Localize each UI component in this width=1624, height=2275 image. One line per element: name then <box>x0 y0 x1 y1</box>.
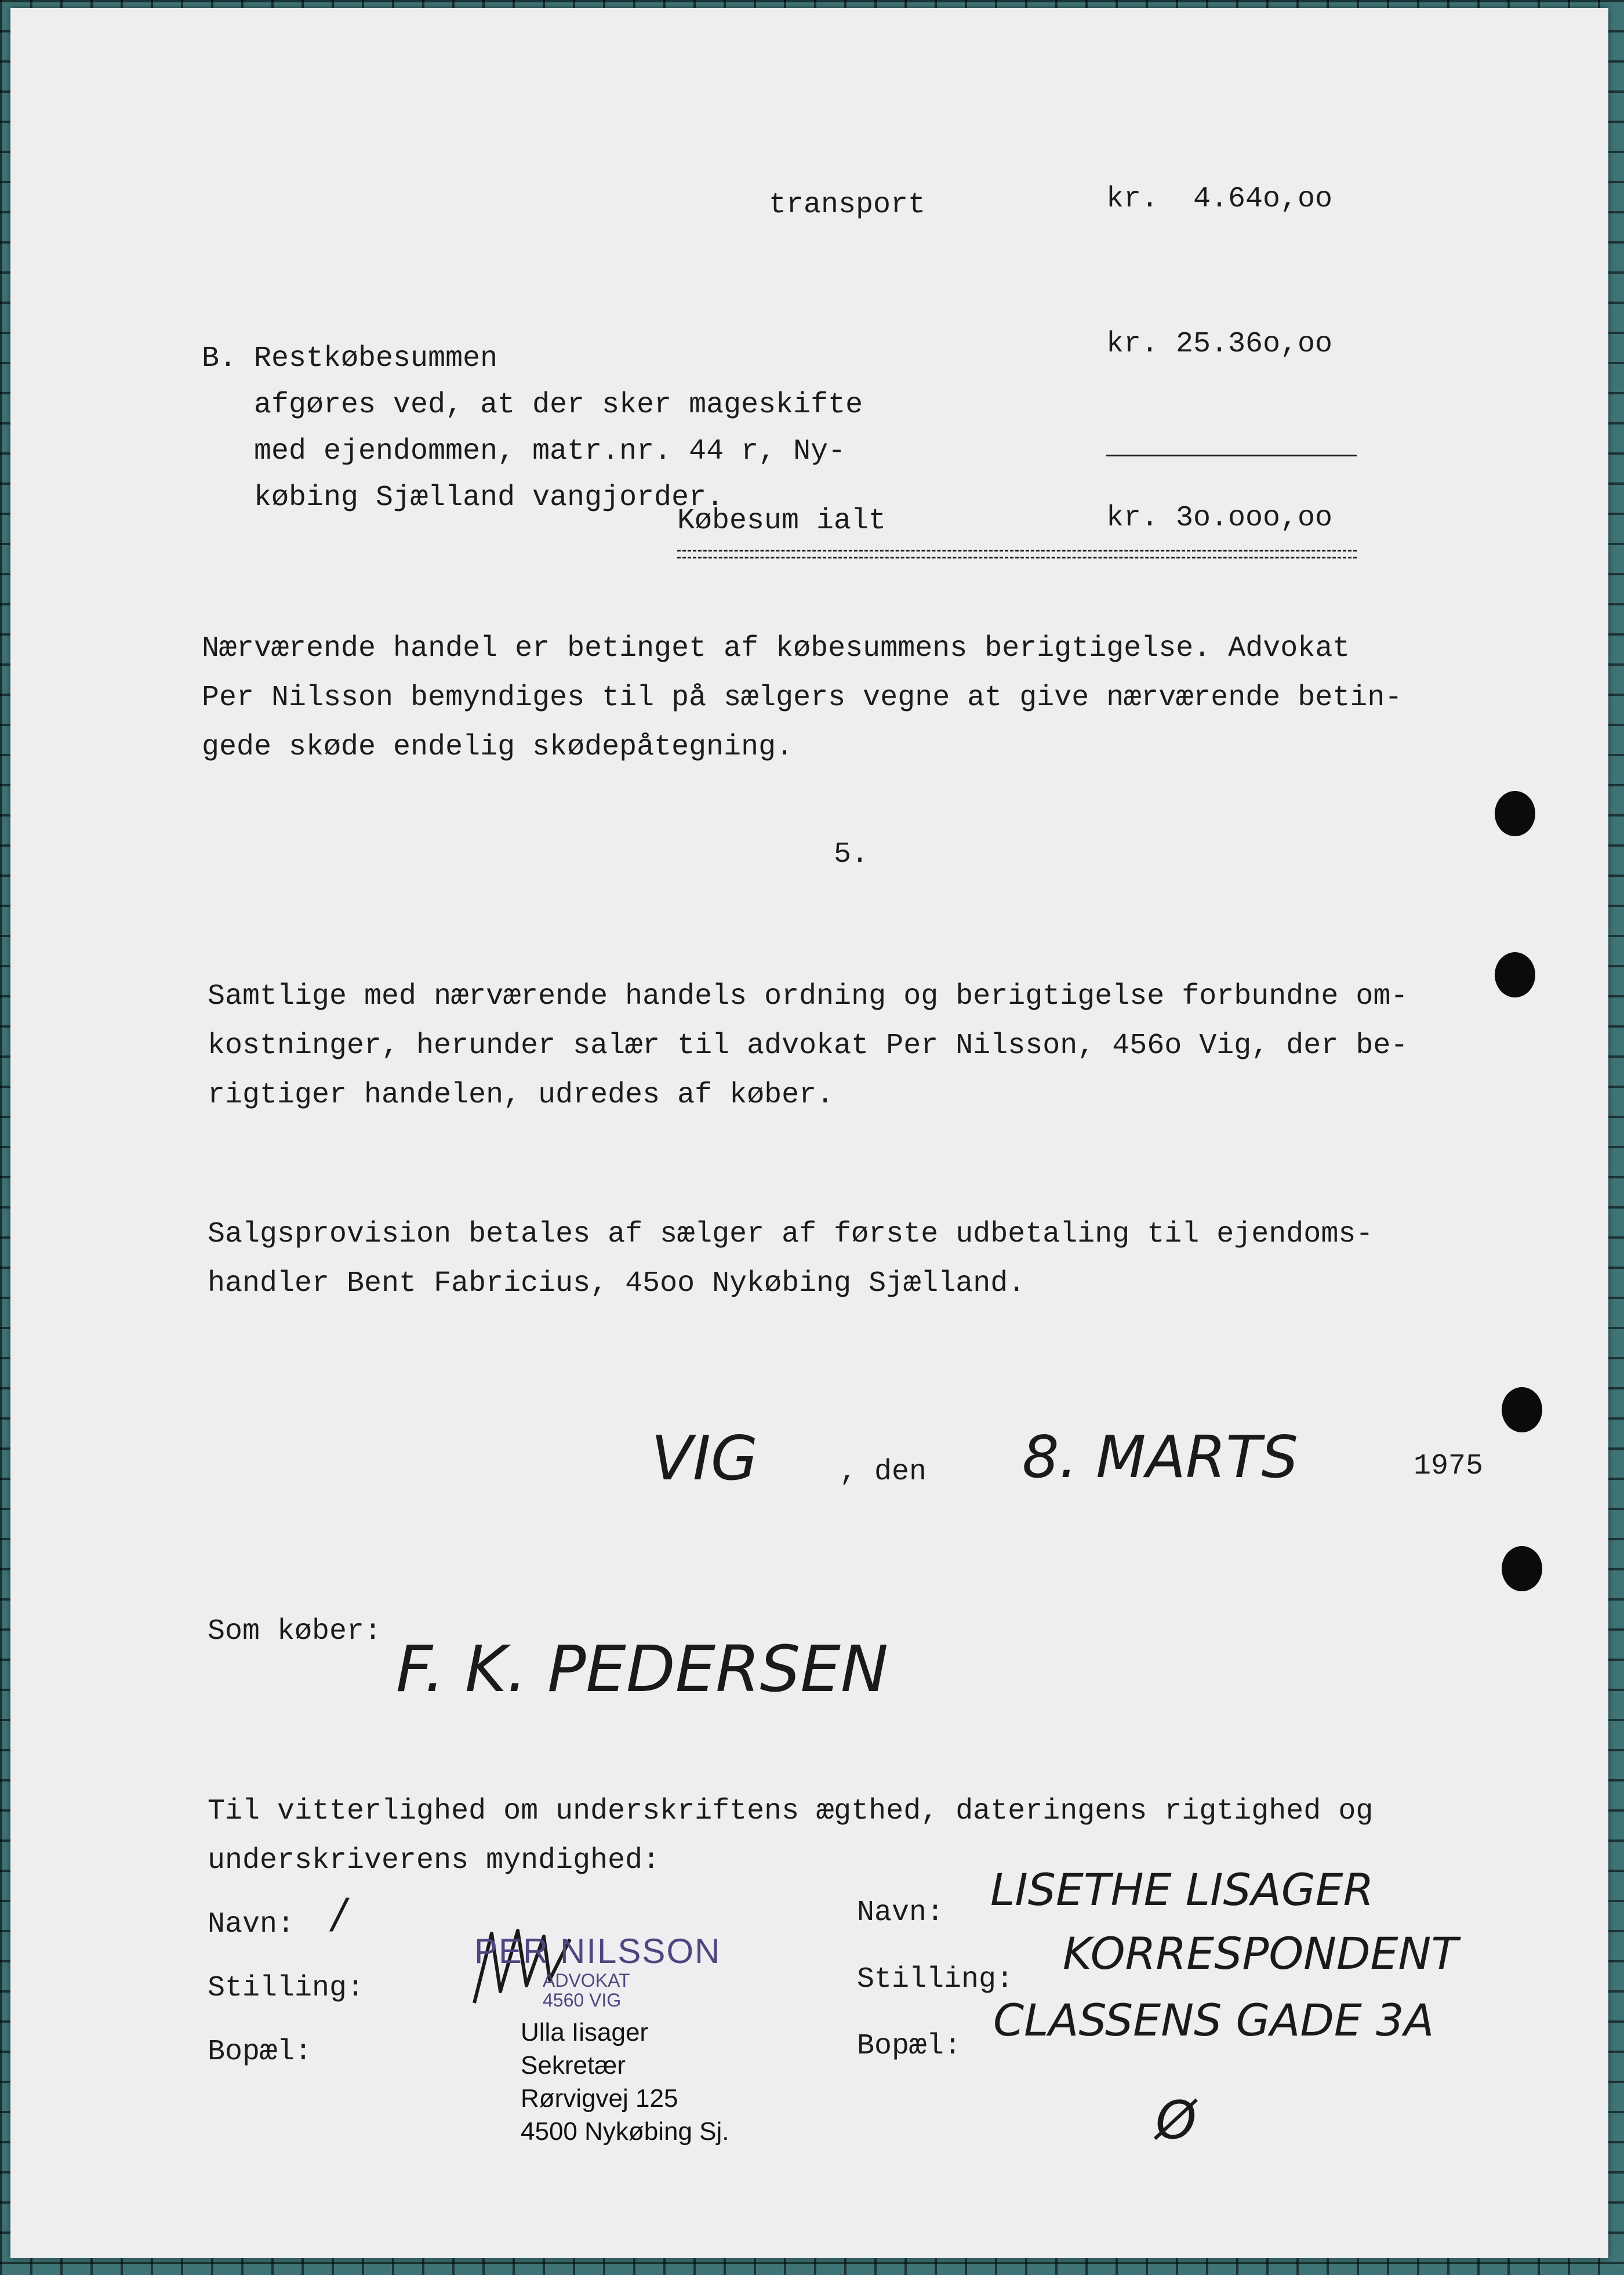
item-b-line-1: B. Restkøbesummen <box>202 342 498 375</box>
advocate-stamp <box>474 1932 747 2010</box>
punch-hole <box>1495 791 1535 836</box>
p2-line-3: rigtiger handelen, udredes af køber. <box>208 1079 834 1112</box>
p2-line-1: Samtlige med nærværende handels ordning og berigtigelse forbundne om- <box>208 980 1408 1013</box>
address-line-4: 4500 Nykøbing Sj. <box>521 2117 729 2146</box>
date-year: 1975 <box>1414 1450 1484 1483</box>
date-place-handwritten: VIG <box>651 1423 758 1494</box>
right-bopael-label: Bopæl: <box>857 2030 962 2063</box>
section-number: 5. <box>834 838 869 871</box>
p2-line-2: kostninger, herunder salær til advokat Per Nilsson, 456o Vig, der be- <box>208 1029 1408 1062</box>
address-line-1: Ulla Iisager <box>521 2018 649 2047</box>
stamp-line-1: ADVOKAT <box>543 1970 630 1991</box>
secretary-address-stamp <box>521 2016 729 2148</box>
item-b-line-4: købing Sjælland vangjorder. <box>202 481 724 514</box>
left-navn-label: Navn: <box>208 1908 295 1941</box>
left-bopael-label: Bopæl: <box>208 2035 313 2069</box>
address-line-3: Rørvigvej 125 <box>521 2084 678 2113</box>
right-bopael-value-2: Ø <box>1156 2090 1197 2151</box>
address-line-2: Sekretær <box>521 2051 626 2080</box>
right-navn-value: LISETHE LISAGER <box>990 1864 1374 1915</box>
item-b-amount: kr. 25.36o,oo <box>1106 328 1333 361</box>
right-navn-label: Navn: <box>857 1896 944 1929</box>
stamp-line-2: 4560 VIG <box>543 1990 622 2011</box>
item-b-line-3: med ejendommen, matr.nr. 44 r, Ny- <box>202 435 846 468</box>
right-bopael-value: CLASSENS GADE 3A <box>993 1994 1434 2046</box>
transport-amount: kr. 4.64o,oo <box>1106 183 1333 216</box>
stamp-name: PER NILSSON <box>474 1932 721 1971</box>
left-navn-value: / <box>332 1890 346 1937</box>
p1-line-1: Nærværende handel er betinget af købesummens berigtigelse. Advokat <box>202 632 1350 665</box>
p3-line-1: Salgsprovision betales af sælger af første udbetaling til ejendoms- <box>208 1218 1374 1251</box>
item-b-line-2: afgøres ved, at der sker mageskifte <box>202 389 863 422</box>
punch-hole <box>1502 1546 1542 1591</box>
document-page <box>10 8 1608 2258</box>
buyer-signature: F. K. PEDERSEN <box>396 1632 889 1706</box>
buyer-label: Som køber: <box>208 1615 382 1648</box>
left-stilling-label: Stilling: <box>208 1972 365 2005</box>
witness-intro-line-1: Til vitterlighed om underskriftens ægthed, dateringens rigtighed og <box>208 1795 1374 1828</box>
punch-hole <box>1495 952 1535 997</box>
transport-label: transport <box>769 188 926 222</box>
date-handwritten: 8. MARTS <box>1022 1423 1298 1491</box>
p1-line-3: gede skøde endelig skødepåtegning. <box>202 731 794 764</box>
date-den: , den <box>840 1456 927 1489</box>
p3-line-2: handler Bent Fabricius, 45oo Nykøbing Sjælland. <box>208 1267 1026 1300</box>
punch-hole <box>1502 1387 1542 1432</box>
subtotal-rule <box>1106 455 1357 456</box>
right-stilling-label: Stilling: <box>857 1963 1014 1996</box>
witness-intro-line-2: underskriverens myndighed: <box>208 1844 660 1877</box>
total-label: Købesum ialt <box>677 505 887 538</box>
p1-line-2: Per Nilsson bemyndiges til på sælgers vegne at give nærværende betin- <box>202 681 1403 714</box>
total-double-rule <box>677 550 1357 558</box>
total-amount: kr. 3o.ooo,oo <box>1106 502 1333 535</box>
right-stilling-value: KORRESPONDENT <box>1063 1928 1458 1979</box>
